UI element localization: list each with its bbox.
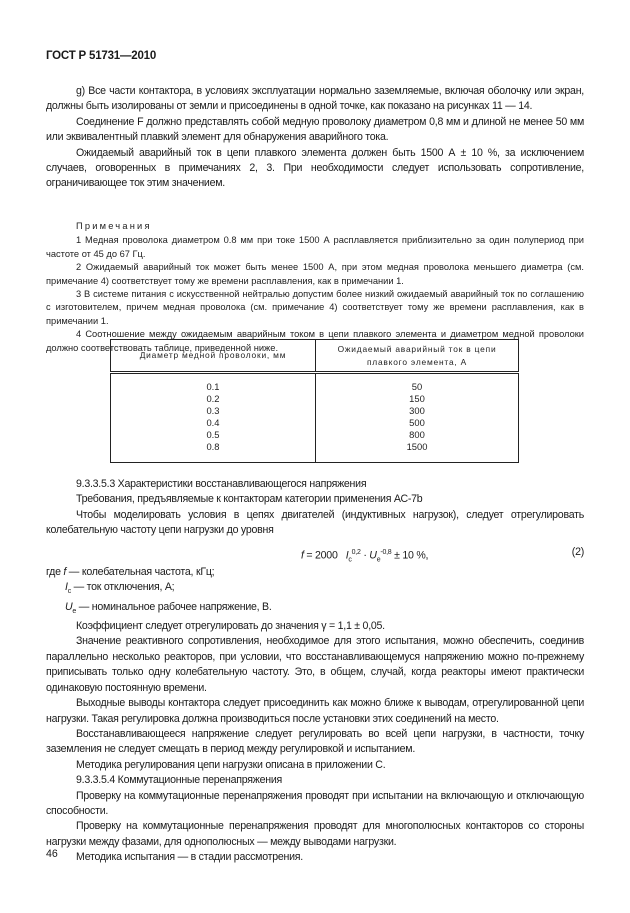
paragraph-overvoltage-check: Проверку на коммутационные перенапряжения проводят при испытании на включающую и отключающую способности. bbox=[46, 789, 584, 817]
formula-expression: f = 2000 $I_c^{0,2} \cdot U_e^{-0,8} \pm 10$ %, bbox=[301, 548, 429, 564]
cell-diameter: 0.8 bbox=[111, 441, 316, 463]
cell-diameter: 0.4 bbox=[111, 417, 316, 429]
column-header-current: Ожидаемый аварийный ток в цепи плавкого элемента, А bbox=[316, 340, 519, 373]
notes-title: Примечания bbox=[76, 221, 152, 231]
column-header-diameter: Диаметр медной проволоки, мм bbox=[111, 340, 316, 373]
formula-legend bbox=[46, 565, 584, 619]
cell-current: 300 bbox=[316, 405, 519, 417]
section-subheading: Требования, предъявляемые к контакторам категории применения АС-7b bbox=[76, 493, 423, 506]
paragraph-g: g) Все части контактора, в условиях эксплуатации нормально заземляемые, включая оболочку или экран, должны быть изолированы от земли и присоединены в одной точке, как показано на рисунках 11 — 14. bbox=[46, 85, 584, 113]
section-intro: Чтобы моделировать условия в цепях двигателей (индуктивных нагрузок), следует отрегулировать колебательную частоту цепи нагрузки до уровня bbox=[46, 508, 584, 537]
section-heading-9-3-3-5-4: 9.3.3.5.4 Коммутационные перенапряжения bbox=[76, 774, 283, 787]
paragraph-method-status: Методика испытания — в стадии рассмотрения. bbox=[76, 851, 303, 864]
cell-diameter: 0.3 bbox=[111, 405, 316, 417]
cell-diameter: 0.5 bbox=[111, 429, 316, 441]
cell-current: 800 bbox=[316, 429, 519, 441]
table-header-row bbox=[111, 340, 519, 373]
formula-2 bbox=[46, 541, 584, 565]
paragraph-multipole: Проверку на коммутационные перенапряжения проводят для многополюсных контакторов со стороны нагрузки между фазами, для однополюсных — между выводами нагрузки. bbox=[46, 820, 584, 848]
paragraph-reactance: Значение реактивного сопротивления, необходимое для этого испытания, можно обеспечить, соединив параллельно несколько реакторов, при условии, что восстанавливающемуся напряжению можно по-прежнему приписывать только одну колебательную частоту. Это, в общем, случай, когда реакторы имеют практически одинаковую постоянную времени. bbox=[46, 635, 584, 694]
table-row bbox=[111, 393, 519, 405]
wire-diameter-table bbox=[110, 339, 519, 463]
page-number: 46 bbox=[46, 848, 58, 860]
legend-item-ic: $I_c$ — ток отключения, А; bbox=[65, 581, 175, 596]
cell-current: 50 bbox=[316, 373, 519, 394]
notes-block bbox=[46, 220, 584, 355]
table-row bbox=[111, 373, 519, 394]
note-2: 2 Ожидаемый аварийный ток может быть менее 1500 А, при этом медная проволока меньшего диаметра (см. примечание 4) соответствует тому же времени расплавления, как в примечании 1. bbox=[46, 262, 584, 286]
cell-current: 150 bbox=[316, 393, 519, 405]
cell-diameter: 0.2 bbox=[111, 393, 316, 405]
paragraph-coefficient: Коэффициент следует отрегулировать до значения γ = 1,1 ± 0,05. bbox=[76, 620, 385, 633]
paragraph-method-reference: Методика регулирования цепи нагрузки описана в приложении С. bbox=[76, 758, 386, 771]
table-row bbox=[111, 405, 519, 417]
intro-paragraphs bbox=[46, 84, 584, 192]
formula-number: (2) bbox=[571, 545, 584, 558]
table-row bbox=[111, 429, 519, 441]
document-header: ГОСТ Р 51731—2010 bbox=[46, 50, 157, 62]
section-heading: 9.3.3.5.3 Характеристики восстанавливающегося напряжения bbox=[76, 478, 367, 490]
cell-current: 500 bbox=[316, 417, 519, 429]
paragraph-fault-current: Ожидаемый аварийный ток в цепи плавкого элемента должен быть 1500 А ± 10 %, за исключением случаев, оговоренных в примечаниях 2, 3. При необходимости следует использовать сопротивление, ограничивающее ток этим значением. bbox=[46, 146, 584, 190]
note-1: 1 Медная проволока диаметром 0.8 мм при токе 1500 А расплавляется приблизительно за один полупериод при частоте от 45 до 67 Гц. bbox=[46, 235, 584, 259]
note-3: 3 В системе питания с искусственной нейтралью допустим более низкий ожидаемый аварийный ток по соглашению с изготовителем, причем медная проволока (см. примечание 4) соответствует тому же времени расплавления, как в примечании 1. bbox=[46, 289, 584, 326]
legend-item-f: где f — колебательная частота, кГц; bbox=[46, 565, 215, 578]
section-9-3-3-5-3 bbox=[46, 477, 584, 866]
paragraph-connection-f: Соединение F должно представлять собой медную проволоку диаметром 0,8 мм и длиной не менее 50 мм или эквивалентный плавкий элемент для обнаружения аварийного тока. bbox=[46, 115, 584, 144]
paragraph-terminals: Выходные выводы контактора следует присоединить как можно ближе к выводам, отрегулированной цепи нагрузки. Такая регулировка должна производиться после установки этих соединений на место. bbox=[46, 697, 584, 725]
paragraph-recovery-voltage: Восстанавливающееся напряжение следует регулировать во всей цепи нагрузки, в частности, точку заземления не следует смещать в период между регулировкой и испытанием. bbox=[46, 727, 584, 756]
cell-diameter: 0.1 bbox=[111, 373, 316, 394]
table-row bbox=[111, 417, 519, 429]
cell-current: 1500 bbox=[316, 441, 519, 463]
note-4: 4 Соотношение между ожидаемым аварийным током в цепи плавкого элемента и диаметром медной проволоки должно соответствовать таблице, приведенной ниже. bbox=[46, 329, 584, 353]
table-row bbox=[111, 441, 519, 463]
legend-item-ue: $U_e$ — номинальное рабочее напряжение, В. bbox=[65, 600, 272, 615]
